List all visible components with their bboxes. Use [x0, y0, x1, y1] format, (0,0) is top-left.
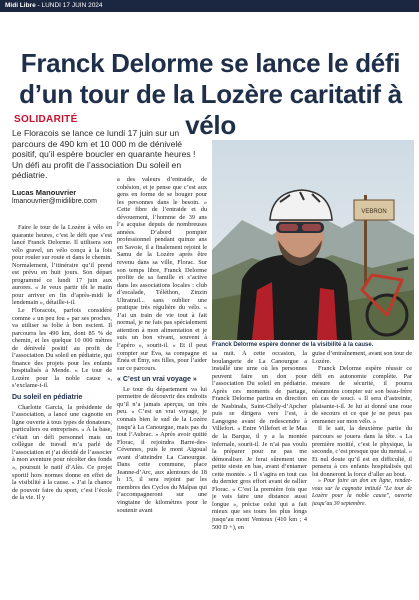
byline-author: Lucas Manouvrier [12, 188, 77, 197]
article-column-1 [12, 224, 112, 596]
paragraph: guise d’entraînement, avant son tour de Lozère. [312, 350, 412, 365]
paragraph: Le Floracois, parfois considéré comme « un peu fou » par ses proches, va utiliser sa folie à bon escient. Il parcourra les 490 km, dont 85 % de chemin, et les quelque 10 000 mètres de dénivelé positif au profit de l’association Du soleil en pédiatrie, qui finance des projets pour les enfants hospitalisés à Mende. « Le tour de Lozère pour la noble cause », s’exclame-t-il. [12, 307, 112, 390]
article-column-4 [312, 350, 412, 596]
paragraph: Franck Delorme espère réussir ce défi en autonomie complète. Par mesure de sécurité, il pourra néanmoins compter sur son beau-frère en cas de souci. « Il sera d’astreinte, plaisante-t-il. Je lui ai donné une roue de secours et ce que je ne peux pas emmener sur mon vélo. » [312, 365, 412, 425]
photo-caption: Franck Delorme espère donner de la visibilité à la cause. [212, 342, 374, 348]
chapeau: Le Floracois se lance ce lundi 17 juin sur un parcours de 490 km et 10 000 m de dénivelé positif, qu’il espère boucler en quarante heures ! Un défi au profit de l’association Du soleil en pédiatrie. [12, 128, 196, 181]
article-photo [212, 140, 414, 340]
paragraph: a des valeurs d’entraide, de cohésion, et je pense que c’est aux gens en forme de se bouger pour les personnes dans le besoin. » Cette fibre de l’entraide et du dévouement, l’homme de 39 ans l’a acquise depuis de nombreuses années. D’abord pompier professionnel pendant quinze ans en Savoie, il a finalement rejoint le Samu de la Lozère après être revenu dans sa ville, Florac. Sur son temps libre, Franck Delorme profite de sa famille et s’active dans les associations locales : club d’escalade, Téléthon, Zinzin Ultratrail... sans oublier une pratique très régulière du vélo. « J’ai un train de vie tout à fait normal, je ne fais pas spécialement attention à mon alimentation et je suis un bon vivant, souvent à l’apéro », sourit-il. « Et il peut compter sur Éva, sa compagne et Énéa et Émy, ses filles, pour l’aider sur ce parcours. [117, 176, 207, 372]
paragraph: Le tour du département va lui permettre de découvrir des endroits qu’il n’a jamais aperçus, un très peu. « C’est un vrai voyage, je connais bien le sud de la Lozère jusqu’à La Canourgue, mais pas du tout l’Aubrac. » Après avoir quitté Florac, il rejoindra Barre-des-Cévennes, puis le mont Aigoual avant d’atteindre La Canourgue. Dans cette commune, place Jeanne-d’Arc, aux alentours de 18 h 15, il sera rejoint par les membres des Cyclos du Malpas qui l’accompagneront sur une vingtaine de kilomètres pour le soutenir avant [117, 385, 207, 514]
headline: Franck Delorme se lance le défi d’un tour de la Lozère caritatif à vélo [19, 48, 402, 140]
subheading: « C’est un vrai voyage » [117, 376, 197, 384]
subheading: Du soleil en pédiatrie [12, 394, 83, 402]
paragraph: Charlotte Garcia, la présidente de l’association, a lancé une cagnotte en ligne ouverte à tous types de donateurs, particuliers ou entreprises. « À la base, c’était un défi personnel mais un collègue de travail m’a parlé de l’association et j’ai décidé de l’associer à mon aventure pour récolter des fonds », poursuit le natif d’Alès. Ce projet sportif hors normes donne en effet de la visibilité à la cause. « J’ai la chance de pouvoir faire du sport, c’est l’école de la vie. Il y [12, 403, 112, 502]
publication-date: - LUNDI 17 JUIN 2024 [37, 2, 103, 9]
section-kicker: SOLIDARITÉ [14, 114, 78, 125]
signpost-text: VEBRON [361, 209, 387, 215]
top-bar [0, 0, 419, 12]
paragraph: sa nuit. À cette occasion, la boulangerie de La Canourgue a installé une urne où les personnes peuvent faire un don pour l’association Du soleil en pédiatrie. Après ces moments de partage, Franck Delorme partira en direction de Nasbinals, Saint-Chély-d’Apcher puis se dirigera vers l’est, à Langogne avant de redescendre à Villefort. « Entre Villefort et le Mas de la Barque, il y a la montée infernale, sourit-il. Je n’ai pas voulu la préparer pour ne pas me démoraliser. Je ferai sûrement une petite sieste en bas, avant d’entamer cette montée. » Il s’agira en tout cas du dernier gros effort avant de rallier Florac. « C’est la première fois que je vais faire une distance aussi longue », précise celui qui a fait mieux que ses tours les plus longs jusqu’au mont Ventoux (410 km ; 4 500 D +), en [212, 350, 307, 531]
article-column-2 [117, 176, 207, 596]
paragraph: Faire le tour de la Lozère à vélo en quarante heures, c’est le défi que s’est lancé Franck Delorme. Il utilisera son vélo gravel, un vélo conçu à la fois pour rouler sur route et dans le chemin. Normalement, l’itinéraire qu’il prend est prévu en huit jours. Son départ programmé ce lundi 17 juin aux aurores. « Je veux partir tôt le matin pour arriver en fin d’après-midi le lendemain », détaille-t-il. [12, 224, 112, 307]
byline-email[interactable]: lmanouvrier@midilibre.com [12, 198, 97, 205]
paragraph: Il le sait, la deuxième partie du parcours se jouera dans la tête. « La première moitié, c’est le physique, la seconde, c’est presque que du mental. » Et nul doute qu’il est en difficulté, il pensera à ces enfants hospitalisés qui lui donneront la force d’aller au bout. [312, 425, 412, 478]
byline [12, 188, 97, 206]
publication-name: Midi Libre [5, 2, 36, 9]
article-column-3 [212, 350, 307, 596]
donation-note: » Pour faire un don en ligne, rendez-vous sur la cagnotte intitulé "Le tour de Lozère pour la noble cause", ouverte jusqu’au 30 septembre. [312, 478, 412, 507]
